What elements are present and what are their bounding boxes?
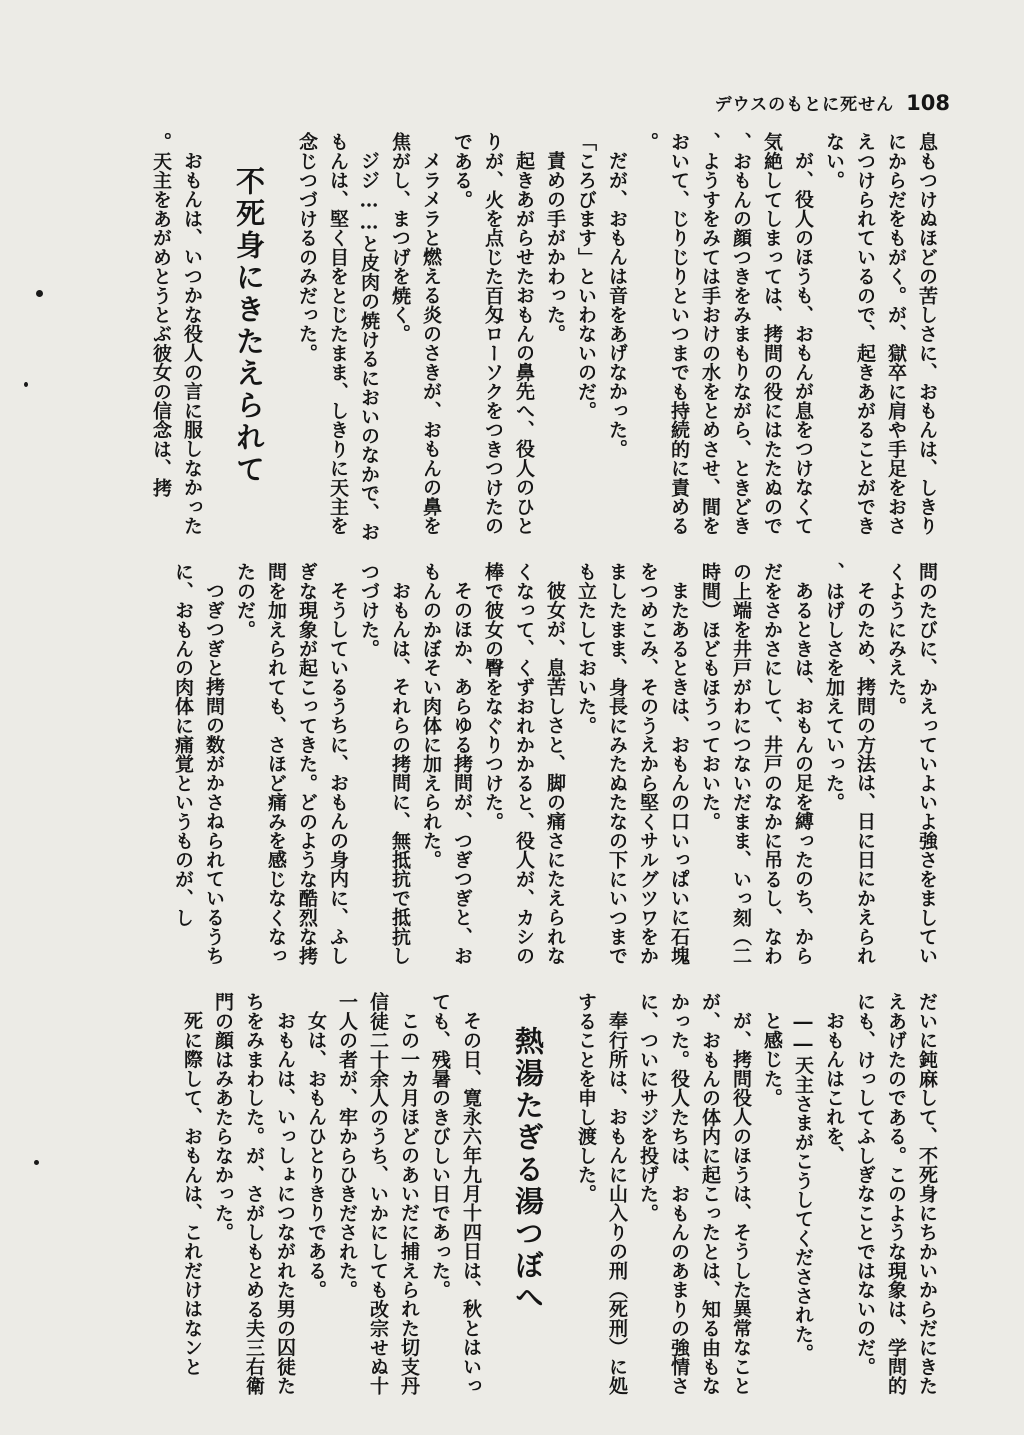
paragraph: と感じた。 bbox=[761, 1011, 783, 1107]
paragraph: 問のたびに、かえっていよいよ強さをましていくようにみえた。 bbox=[885, 562, 938, 966]
running-head bbox=[715, 90, 950, 115]
text-tier-middle bbox=[80, 562, 942, 972]
paragraph: だが、おもんは音をあげなかった。 bbox=[606, 151, 628, 459]
paragraph: 女は、おもんひとりきりである。 bbox=[305, 1011, 327, 1299]
paragraph: 死に際して、おもんは、これだけはなンと bbox=[181, 1011, 203, 1376]
paragraph: 起きあがらせたおもんの鼻先へ、役人のひとりが、火を点じた百匁ローソクをつきつけたのである。 bbox=[451, 132, 535, 536]
print-speck bbox=[24, 382, 28, 387]
paragraph: 彼女が、息苦しさと、脚の痛さにたえられなくなって、くずおれかかると、役人が、カシの棒で彼女の臀をなぐりつけた。 bbox=[482, 562, 566, 966]
paragraph: おもんはこれを、 bbox=[823, 1011, 845, 1165]
paragraph: そうしているうちに、おもんの身内に、ふしぎな現象が起こってきた。どのような酷烈な拷問を加えられても、さほど痛みを感じなくなったのだ。 bbox=[234, 562, 349, 966]
print-speck bbox=[36, 290, 43, 297]
paragraph: そのため、拷問の方法は、日に日にかえられ、はげしさを加えていった。 bbox=[823, 562, 876, 965]
paragraph: つぎつぎと拷問の数がかさねられているうちに、おもんの肉体に痛覚というものが、し bbox=[172, 562, 225, 965]
paragraph: が、拷問役人のほうは、そうした異常なことが、おもんの体内に起こったとは、知る由もなかった。役人たちは、おもんのあまりの強情さに、ついにサジを投げた。 bbox=[637, 992, 752, 1396]
paragraph: おもんは、それらの拷問に、無抵抗で抵抗しつづけた。 bbox=[358, 562, 411, 965]
print-speck bbox=[34, 1160, 39, 1165]
paragraph: が、役人のほうも、おもんが息をつけなくて気絶してしまっては、拷問の役にはたたぬので、おもんの顔つきをみまもりながら、ときどき、ようすをみては手おけの水をとめさせ、間をおいて、じりじりといつまでも持続的に責める。 bbox=[637, 132, 814, 536]
page-number: 108 bbox=[906, 91, 950, 115]
paragraph: 「ころびます」といわないのだ。 bbox=[575, 132, 597, 420]
paragraph: その日、寛永六年九月十四日は、秋とはいっても、残暑のきびしい日であった。 bbox=[429, 992, 482, 1395]
section-heading: 熱湯たぎる湯つぼへ bbox=[511, 1026, 545, 1314]
tier-text-bottom bbox=[80, 992, 942, 1402]
paragraph: またあるときは、おもんの口いっぱいに石塊をつめこみ、そのうえから堅くサルグツワをかましたまま、身長にみたぬたなの下にいつまでも立たしておいた。 bbox=[575, 562, 690, 966]
paragraph: ――天主さまがこうしてくださされた。 bbox=[792, 1011, 814, 1363]
tier-text-top bbox=[80, 132, 942, 542]
text-tier-top bbox=[80, 132, 942, 542]
text-tier-bottom bbox=[80, 992, 942, 1402]
paragraph: ジジ……と皮肉の焼けるにおいのなかで、おもんは、堅く目をとじたまま、しきりに天主を念じつづけるのみだった。 bbox=[296, 132, 380, 541]
paragraph: おもんは、いっしょにつながれた男の囚徒たちをみまわした。が、さがしもとめる夫三右衛門の顔はみあたらなかった。 bbox=[212, 992, 296, 1396]
paragraph: そのほか、あらゆる拷問が、つぎつぎと、おもんのかぼそい肉体に加えられた。 bbox=[420, 562, 473, 965]
paragraph: 責めの手がかわった。 bbox=[544, 151, 566, 343]
paragraph: この一カ月ほどのあいだに捕えられた切支丹信徒二十余人のうち、いかにしても改宗せぬ十一人の者が、牢からひきだされた。 bbox=[336, 992, 420, 1396]
paragraph: 奉行所は、おもんに山入りの刑（死刑）に処することを申し渡した。 bbox=[575, 992, 628, 1395]
running-title: デウスのもとに死せん bbox=[714, 95, 895, 115]
paragraph: だいに鈍麻して、不死身にちかいからだにきたえあげたのである。このような現象は、学問的にも、けっしてふしぎなことではないのだ。 bbox=[854, 992, 938, 1396]
section-heading: 不死身にきたえられて bbox=[232, 166, 266, 486]
paragraph: あるときは、おもんの足を縛ったのち、からだをさかさにして、井戸のなかに吊るし、なわの上端を井戸がわにつないだまま、いっ刻（二時間）ほどもほうっておいた。 bbox=[699, 562, 814, 966]
tier-text-middle bbox=[80, 562, 942, 972]
paragraph: おもんは、いつかな役人の言に服しなかった。天主をあがめとうとぶ彼女の信念は、拷 bbox=[150, 132, 203, 535]
paragraph: メラメラと燃える炎のさきが、おもんの鼻を焦がし、まつげを焼く。 bbox=[389, 132, 442, 535]
paragraph: 息もつけぬほどの苦しさに、おもんは、しきりにからだをもがく。が、獄卒に肩や手足をおさえつけられているので、起きあがることができない。 bbox=[823, 132, 938, 536]
